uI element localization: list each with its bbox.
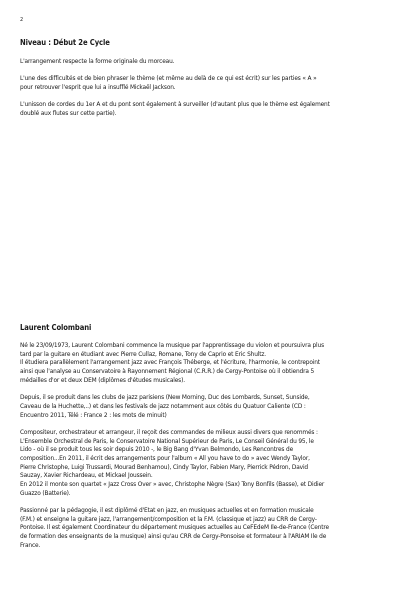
level-paragraph: L'arrangement respecte la forme originale du morceau. [20,57,175,65]
level-heading: Niveau : Début 2e Cycle [20,38,110,47]
level-section [20,38,401,126]
biography-heading: Laurent Colombani [20,323,92,332]
level-paragraph: L'unisson de cordes du 1er A et du pont sont également à surveiller (d'autant plus que le thème est également doublé aux flutes sur cette partie). [20,100,330,117]
biography-paragraph: Compositeur, orchestrateur et arrangeur, il reçoit des commandes de milieux aussi divers que renommés : L'Ensemble Orchestral de Paris, le Conservatoire National Supérieur de Paris, Le Conseil Général du 95, le Lido - où il se produit tous les soir depuis 2010 -, le Big Bang d'Yvan Belmondo, Les Rencontres de composition...En 2011, il écrit des arrangements pour l'album « All you have to do » avec Wendy Taylor, Pierre Christophe, Luigi Trussardi, Mourad Benhamou), Cindy Taylor, Fabien Mary, Pierrick Pédron, David Sauzay, Xavier Richardeau, et Mickael Joussein. En 2012 il monte son quartet « Jazz Cross Over » avec, Christophe Nègre (Sax) Tony Bonfils (Basse), et Didier Guazzo (Batterie). [20,427,325,497]
biography-paragraph: Depuis, il se produit dans les clubs de jazz parisiens (New Morning, Duc des Lombards, Sunset, Sunside, Caveau de la Huchette,..) et dans les festivals de jazz notamment aux côtés du Quatuor Caliente (CD : Encuentro 2011, Télé : France 2 : les mots de minuit) [20,393,310,419]
level-paragraph: L'une des difficultés et de bien phraser le thème (et même au delà de ce qui est écrit) sur les parties « A » pour retrouver l'esprit que lui a insufflé Mickaël Jackson. [20,74,317,91]
page-number: 2 [20,17,24,23]
biography-paragraph: Passionné par la pédagogie, il est diplômé d'Etat en jazz, en musiques actuelles et en formation musicale (F.M.) et enseigne la guitare jazz, l'arrangement/composition et la F.M. (classique et jazz) au CRR de Cergy- Pontoise. Il est également Coordinateur du département musiques actuelles au CeFEdeM Ile-de-France (Centre de formation des enseignants de la musique) ainsi qu'au CRR de Cergy-Ponsoise et formateur à l'ARIAM Ile de France. [20,506,329,549]
biography-section [20,323,401,558]
biography-paragraph: Né le 23/09/1973, Laurent Colombani commence la musique par l'apprentissage du violon et poursuivra plus tard par la guitare en étudiant avec Pierre Cullaz, Romane, Tony de Caprio et Eric Shultz. Il étudiera parallèlement l'arrangement jazz avec François Théberge, et l'écriture, l'harmonie, le contrepoint ainsi que l'analyse au Conservatoire à Rayonnement Régional (C.R.R.) de Cergy-Pontoise où il obtiendra 5 médailles d'or et deux DEM (diplômes d'études musicales). [20,341,324,384]
